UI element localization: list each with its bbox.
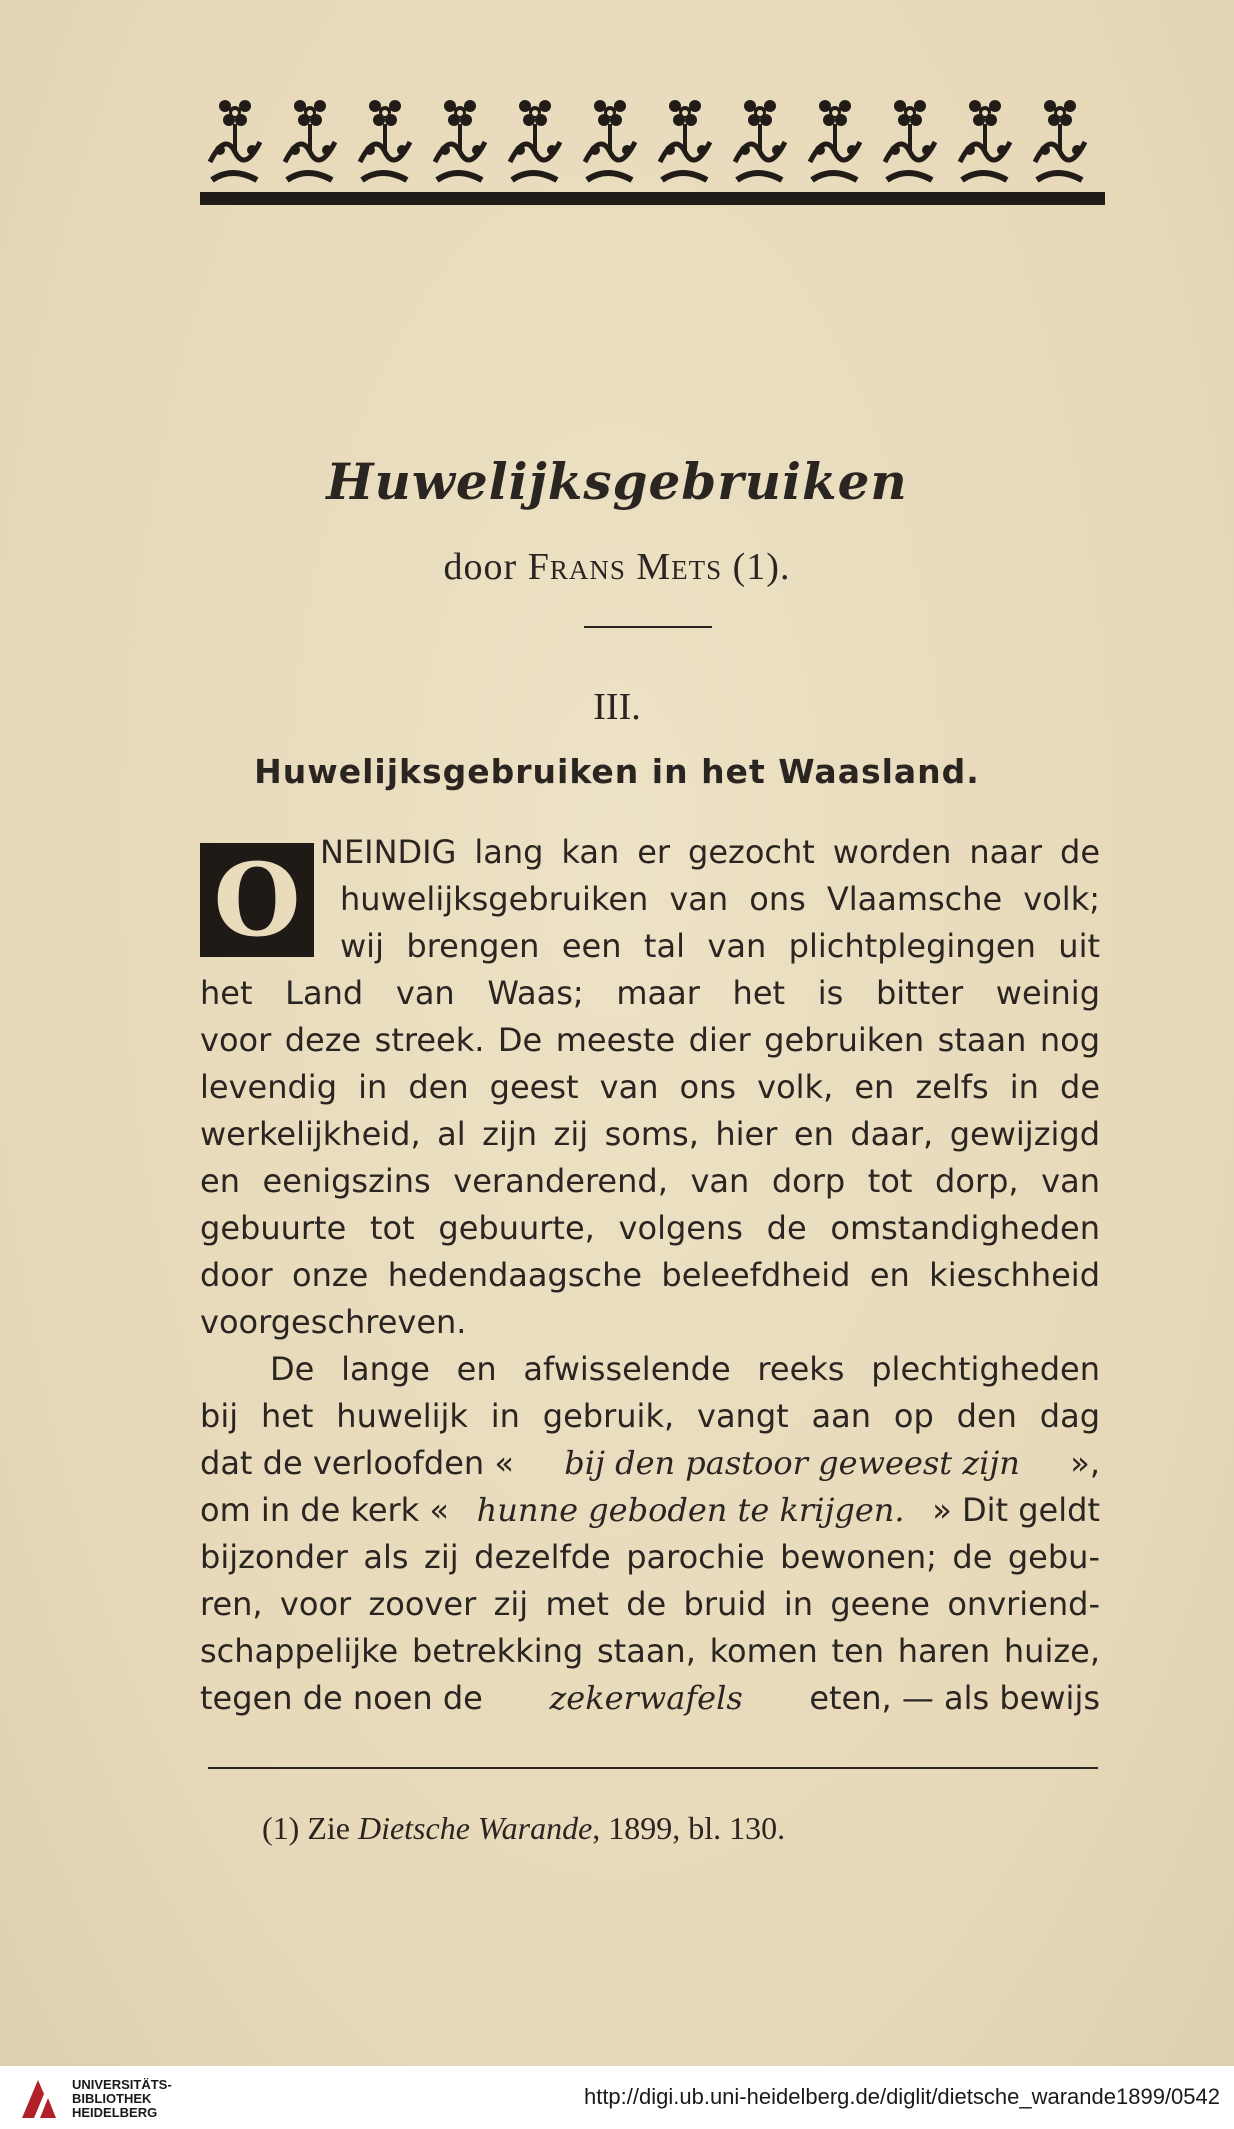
text-line: het Land van Waas; maar het is bitter weinig [200,974,1100,1012]
text-line: schappelijke betrekking staan, komen ten haren huize, [200,1632,1100,1670]
text-line: bij het huwelijk in gebruik, vangt aan op den dag [200,1397,1100,1435]
text-span: », [1070,1444,1100,1482]
text-span: tegen de noen de [200,1679,483,1717]
text-line [200,1444,1100,1482]
footnote-text: (1) Zie [262,1810,358,1846]
text-line: huwelijksgebruiken van ons Vlaamsche volk; [340,880,1100,918]
text-span: » Dit geldt [932,1491,1100,1529]
library-line: UNIVERSITÄTS- [72,2077,172,2092]
footnote-text: , 1899, bl. 130. [592,1810,786,1846]
library-logo-icon [14,2074,64,2124]
text-line: De lange en afwisselende reeks plechtigheden [270,1350,1100,1388]
footnote [262,1810,785,1847]
text-span: dat de verloofden « [200,1444,514,1482]
text-line: NEINDIG lang kan er gezocht worden naar de [320,833,1100,871]
text-line: voor deze streek. De meeste dier gebruiken staan nog [200,1021,1100,1059]
section-number: III. [593,686,641,728]
header-ornament [200,92,1105,207]
source-url[interactable]: http://digi.ub.uni-heidelberg.de/diglit/dietsche_warande1899/0542 [583,2084,1220,2109]
footnote-italic: Dietsche Warande [357,1810,593,1846]
text-line: door onze hedendaagsche beleefdheid en kieschheid [200,1256,1100,1294]
page-title: Huwelijksgebruiken [326,452,908,511]
footer-bar [0,2066,1234,2129]
text-line: werkelijkheid, al zijn zij soms, hier en daar, gewijzigd [200,1115,1100,1153]
text-line: wij brengen een tal van plichtplegingen uit [340,927,1100,965]
text-span: om in de kerk « [200,1491,449,1529]
text-line: gebuurte tot gebuurte, volgens de omstandigheden [200,1209,1100,1247]
text-line: voorgeschreven. [200,1303,467,1341]
italic-phrase: bij den pastoor geweest zijn [564,1444,1020,1482]
text-span: eten, — als bewijs [809,1679,1100,1717]
text-line: ren, voor zoover zij met de bruid in geene onvriend- [200,1585,1100,1623]
text-line: en eenigszins veranderend, van dorp tot dorp, van [200,1162,1100,1200]
library-line: HEIDELBERG [72,2105,158,2120]
byline-prefix: door [443,546,528,588]
text-line [200,1491,1100,1529]
floral-border-icon [200,92,1105,192]
footnote-rule [208,1767,1098,1769]
library-line: BIBLIOTHEK [72,2091,152,2106]
author-name: Frans Mets [527,546,723,588]
header-rule [200,192,1105,205]
byline [0,545,1234,589]
text-line: bijzonder als zij dezelfde parochie bewonen; de gebu- [200,1538,1100,1576]
drop-cap: O [200,843,314,957]
section-title: Huwelijksgebruiken in het Waasland. [254,752,980,791]
footnote-ref: (1). [722,546,791,588]
text-line: levendig in den geest van ons volk, en zelfs in de [200,1068,1100,1106]
library-name [72,2078,172,2120]
italic-phrase: zekerwafels [549,1679,743,1717]
italic-phrase: hunne geboden te krijgen. [476,1491,905,1529]
title-divider [584,626,712,628]
text-line [200,1679,1100,1717]
